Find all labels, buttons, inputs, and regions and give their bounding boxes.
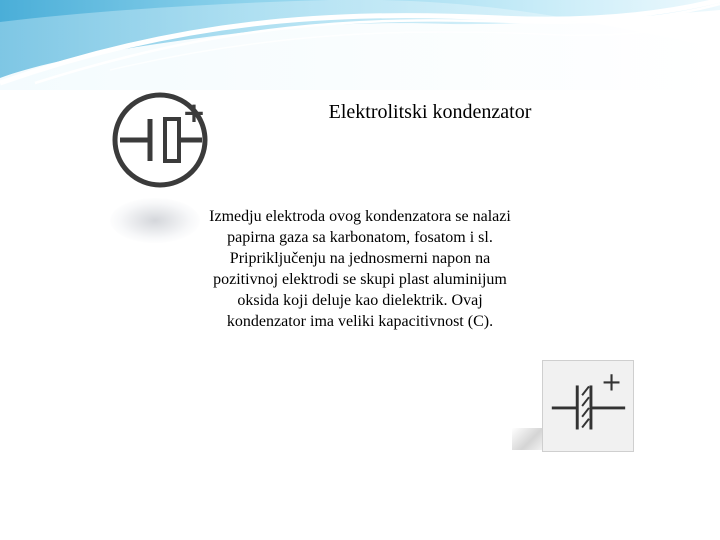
slide-title: Elektrolitski kondenzator [328, 101, 532, 123]
body-line: papirna gaza sa karbonatom, fosatom i sl. [227, 229, 493, 246]
electrolytic-capacitor-icon [112, 88, 220, 196]
positive-sign-bottom: + [600, 366, 623, 397]
header-decoration [0, 0, 720, 90]
body-line: oksida koji deluje kao dielektrik. Ovaj [237, 292, 483, 309]
body-text [182, 206, 538, 332]
electrolytic-capacitor-symbol-icon [543, 361, 633, 451]
positive-sign-top: + [182, 96, 206, 129]
capacitor-symbol-image [542, 360, 634, 452]
body-line: Izmedju elektroda ovog kondenzatora se nalazi [209, 208, 511, 225]
body-line: kondenzator ima veliki kapacitivnost (C). [226, 313, 494, 330]
body-line: pozitivnoj elektrodi se skupi plast aluminijum [213, 271, 507, 288]
body-line: Pripriključenju na jednosmerni napon na [229, 250, 491, 267]
